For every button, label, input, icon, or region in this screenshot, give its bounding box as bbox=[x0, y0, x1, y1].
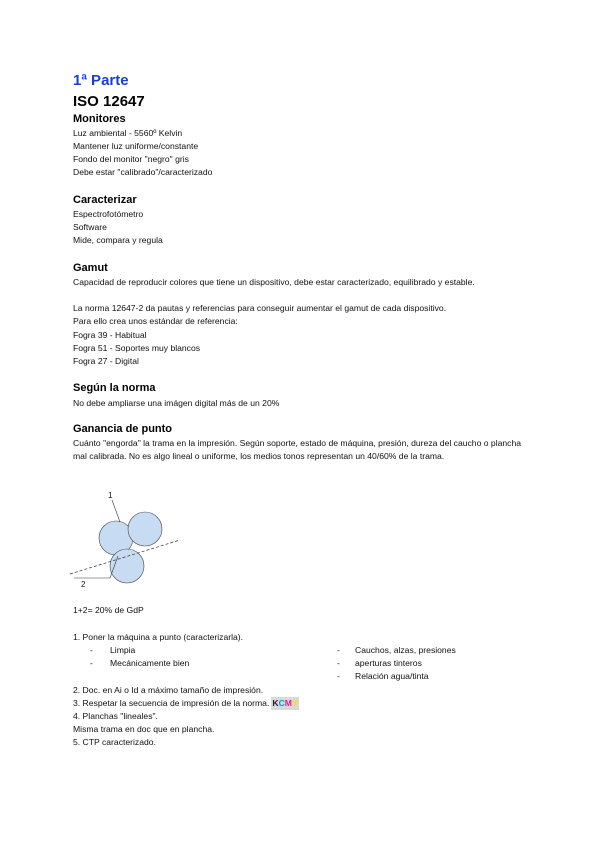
section-heading-ganancia: Ganancia de punto bbox=[73, 423, 173, 435]
monitores-line: Fondo del monitor "negro" gris bbox=[73, 154, 189, 164]
monitores-line: Debe estar "calibrado"/caracterizado bbox=[73, 167, 213, 177]
cmyk-letter-k: K bbox=[272, 698, 279, 708]
step-4: 4. Planchas "lineales". bbox=[73, 711, 158, 721]
section-heading-caracterizar: Caracterizar bbox=[73, 194, 137, 206]
dot-gain-diagram bbox=[66, 486, 190, 592]
monitores-line: Luz ambiental - 5560º Kelvin bbox=[73, 128, 183, 138]
step-2: 2. Doc. en Ai o Id a máximo tamaño de impresión. bbox=[73, 685, 264, 695]
section-heading-monitores: Monitores bbox=[73, 113, 126, 125]
dot-circle-bottom bbox=[110, 549, 144, 583]
bullet-dash: - bbox=[337, 671, 340, 681]
monitores-line: Mantener luz uniforme/constante bbox=[73, 141, 199, 151]
caracterizar-line: Espectrofotómetro bbox=[73, 209, 144, 219]
dot-circle-top-right bbox=[128, 512, 162, 546]
step-3-text: 3. Respetar la secuencia de impresión de la norma. bbox=[73, 698, 270, 708]
dot-gain-caption: 1+2= 20% de GdP bbox=[73, 605, 144, 615]
pointer-line-1 bbox=[112, 500, 120, 522]
step-1: 1. Poner la máquina a punto (caracterizarla). bbox=[73, 632, 244, 642]
step-3 bbox=[73, 697, 299, 710]
page-title: ISO 12647 bbox=[73, 93, 145, 110]
cmyk-letter-m: M bbox=[284, 698, 292, 708]
bullet-dash: - bbox=[90, 645, 93, 655]
cmyk-letter-y: Y bbox=[291, 698, 298, 708]
part-title: 1ª Parte bbox=[73, 72, 129, 89]
segun-norma-line: No debe ampliarse una imágen digital más de un 20% bbox=[73, 398, 280, 408]
step-1-left-item: Mecánicamente bien bbox=[110, 658, 190, 668]
cmyk-sequence bbox=[271, 697, 298, 710]
gamut-line: La norma 12647-2 da pautas y referencias para conseguir aumentar el gamut de cada dispositivo. bbox=[73, 303, 447, 313]
gamut-line: Fogra 51 - Soportes muy blancos bbox=[73, 343, 201, 353]
step-1-left-item: Limpia bbox=[110, 645, 136, 655]
diagram-label-2: 2 bbox=[81, 580, 86, 589]
bullet-dash: - bbox=[337, 658, 340, 668]
cmyk-letter-c: C bbox=[278, 698, 285, 708]
section-heading-segun-norma: Según la norma bbox=[73, 382, 156, 394]
step-5: 5. CTP caracterizado. bbox=[73, 737, 156, 747]
step-1-right-item: Cauchos, alzas, presiones bbox=[355, 645, 456, 655]
gamut-line: Para ello crea unos estándar de referencia: bbox=[73, 316, 238, 326]
step-1-right-item: Relación agua/tinta bbox=[355, 671, 429, 681]
caracterizar-line: Software bbox=[73, 222, 107, 232]
gamut-paragraph: Capacidad de reproducir colores que tiene un dispositivo, debe estar caracterizado, equilibrado y estable. bbox=[73, 277, 475, 287]
bullet-dash: - bbox=[337, 645, 340, 655]
bullet-dash: - bbox=[90, 658, 93, 668]
step-4-note: Misma trama en doc que en plancha. bbox=[73, 724, 215, 734]
diagram-label-1: 1 bbox=[108, 491, 113, 500]
ganancia-paragraph: Cuánto "engorda" la trama en la impresión. Según soporte, estado de máquina, presión, dureza del caucho o plancha mal calibrada. No es algo lineal o uniforme, los medios tonos representan un 40/60% de la trama. bbox=[73, 438, 522, 461]
section-heading-gamut: Gamut bbox=[73, 262, 108, 274]
gamut-line: Fogra 39 - Habitual bbox=[73, 330, 147, 340]
gamut-line: Fogra 27 - Digital bbox=[73, 356, 139, 366]
caracterizar-line: Mide, compara y regula bbox=[73, 235, 163, 245]
step-1-right-item: aperturas tinteros bbox=[355, 658, 422, 668]
